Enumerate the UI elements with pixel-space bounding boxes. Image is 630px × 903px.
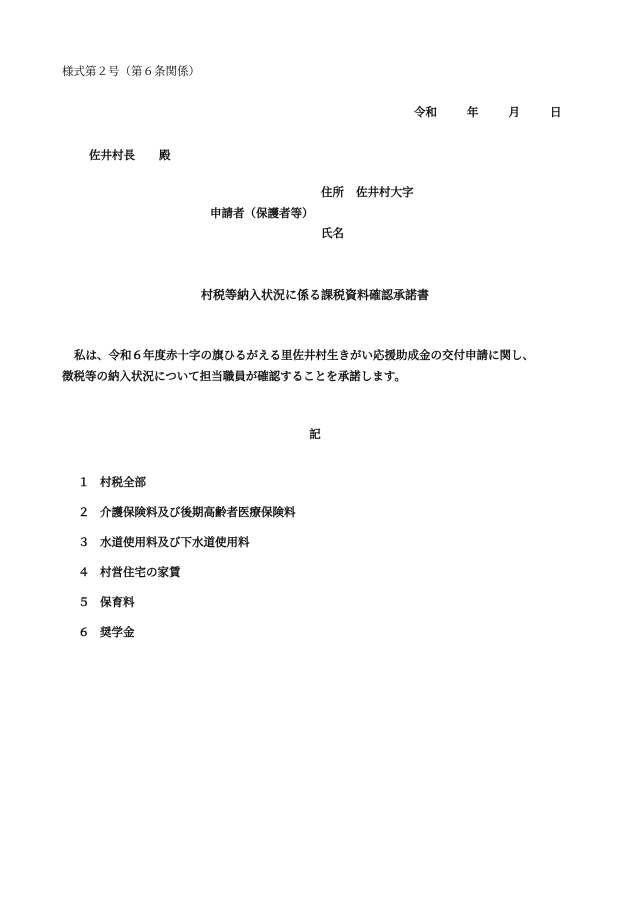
list-item xyxy=(78,537,250,549)
item-number: ２ xyxy=(78,505,90,519)
address-value: 佐井村大字 xyxy=(356,185,414,199)
name-label: 氏名 xyxy=(321,226,344,240)
body-line-1: 私は、令和６年度赤十字の旗ひるがえる里佐井村生きがい応援助成金の交付申請に関し、 xyxy=(74,348,534,362)
address-row xyxy=(321,187,414,199)
item-label: 村営住宅の家賃 xyxy=(100,565,181,579)
list-item xyxy=(78,597,135,609)
item-label: 村税全部 xyxy=(100,475,146,489)
date-day: 日 xyxy=(550,105,562,119)
body-text xyxy=(62,345,582,387)
date-year: 年 xyxy=(467,105,479,119)
addressee xyxy=(89,150,171,162)
ki-heading: 記 xyxy=(309,427,321,441)
body-line-2: 徴税等の納入状況について担当職員が確認することを承諾します。 xyxy=(62,369,406,383)
date-era: 令和 xyxy=(414,105,437,119)
document-title: 村税等納入状況に係る課税資料確認承諾書 xyxy=(200,288,429,302)
form-number: 様式第２号（第６条関係） xyxy=(62,64,200,78)
date-line xyxy=(414,107,562,119)
applicant-role-label: 申請者（保護者等） xyxy=(210,206,314,220)
item-label: 水道使用料及び下水道使用料 xyxy=(100,535,250,549)
item-label: 介護保険料及び後期高齢者医療保険料 xyxy=(100,505,296,519)
date-month: 月 xyxy=(508,105,520,119)
item-number: １ xyxy=(78,475,90,489)
addressee-name: 佐井村長 xyxy=(89,148,135,162)
address-label: 住所 xyxy=(321,185,344,199)
item-number: ６ xyxy=(78,625,90,639)
list-item xyxy=(78,567,181,579)
item-number: ４ xyxy=(78,565,90,579)
item-label: 奨学金 xyxy=(100,625,135,639)
addressee-honorific: 殿 xyxy=(159,148,171,162)
item-label: 保育料 xyxy=(100,595,135,609)
item-number: ３ xyxy=(78,535,90,549)
list-item xyxy=(78,477,146,489)
item-number: ５ xyxy=(78,595,90,609)
list-item xyxy=(78,627,135,639)
list-item xyxy=(78,507,296,519)
